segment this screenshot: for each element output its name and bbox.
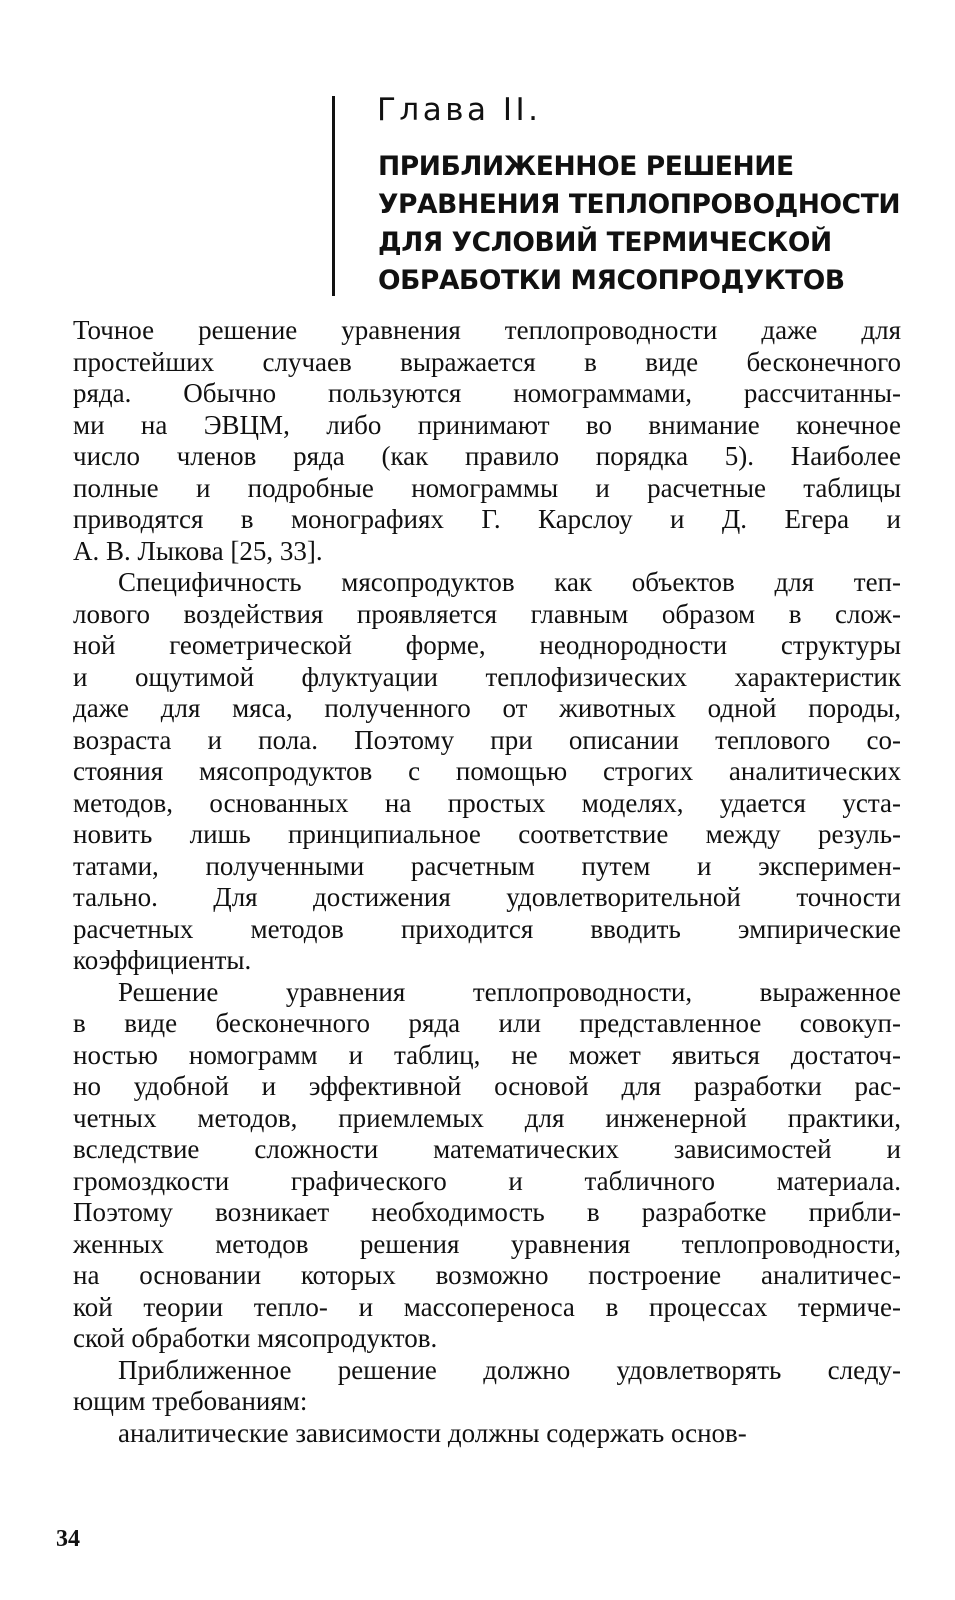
text-line: громоздкости графического и табличного материала. [73, 1165, 901, 1196]
text-line: женных методов решения уравнения теплопроводности, [73, 1228, 901, 1259]
text-line: вследствие сложности математических зависимостей и [73, 1134, 901, 1164]
text-line: простейших случаев выражается в виде бесконечного [73, 346, 901, 377]
chapter-vertical-rule [332, 96, 335, 296]
text-line: Специфичность мясопродуктов как объектов для теп- [118, 567, 901, 597]
text-line: ми на ЭВЦМ, либо принимают во внимание конечное [73, 409, 901, 440]
text-line: татами, полученными расчетным путем и эксперимен- [73, 850, 901, 881]
text-line: число членов ряда (как правило порядка 5). Наиболее [73, 441, 901, 471]
text-line: четных методов, приемлемых для инженерной практики, [73, 1102, 901, 1133]
body-text [73, 315, 901, 1449]
text-line: в виде бесконечного ряда или представленное совокуп- [73, 1008, 901, 1038]
text-line: новить лишь принципиальное соответствие между резуль- [73, 819, 901, 849]
paragraph [73, 315, 901, 567]
text-line: ряда. Обычно пользуются номограммами, рассчитанны- [73, 378, 901, 408]
text-line: Решение уравнения теплопроводности, выраженное [118, 976, 901, 1007]
paragraph [73, 567, 901, 977]
text-line: ющим требованиям: [73, 1386, 308, 1416]
chapter-title-line: ОБРАБОТКИ МЯСОПРОДУКТОВ [378, 265, 845, 296]
chapter-title-line: ПРИБЛИЖЕННОЕ РЕШЕНИЕ [378, 151, 794, 182]
text-line: Поэтому возникает необходимость в разработке прибли- [73, 1197, 901, 1227]
chapter-heading [332, 92, 932, 300]
text-line: стояния мясопродуктов с помощью строгих аналитических [73, 756, 901, 786]
text-line: тально. Для достижения удовлетворительной точности [73, 882, 901, 912]
text-line: коэффициенты. [73, 945, 252, 975]
text-line: лового воздействия проявляется главным образом в слож- [73, 598, 901, 629]
text-line: ностью номограмм и таблиц, не может явиться достаточ- [73, 1039, 901, 1070]
text-line: ской обработки мясопродуктов. [73, 1323, 438, 1353]
text-line: полные и подробные номограммы и расчетные таблицы [73, 472, 901, 503]
text-line: Приближенное решение должно удовлетворять следу- [118, 1354, 901, 1385]
text-line: возраста и пола. Поэтому при описании теплового со- [73, 724, 901, 755]
chapter-title [378, 148, 900, 300]
text-line: методов, основанных на простых моделях, удается уста- [73, 787, 901, 818]
text-line: аналитические зависимости должны содержать основ- [118, 1417, 747, 1448]
page-number: 34 [56, 1526, 80, 1552]
text-line: даже для мяса, полученного от животных одной породы, [73, 693, 901, 723]
text-line: на основании которых возможно построение аналитичес- [73, 1260, 901, 1290]
text-line: приводятся в монографиях Г. Карслоу и Д. Егера и [73, 504, 901, 534]
paragraph [73, 1355, 901, 1418]
paragraph [73, 977, 901, 1355]
text-line: и ощутимой флуктуации теплофизических характеристик [73, 661, 901, 692]
text-line: ной геометрической форме, неоднородности структуры [73, 630, 901, 660]
chapter-label: Глава II. [377, 92, 542, 128]
paragraph [73, 1418, 901, 1450]
text-line: расчетных методов приходится вводить эмпирические [73, 913, 901, 944]
text-line: Точное решение уравнения теплопроводности даже для [73, 315, 901, 345]
chapter-title-line: УРАВНЕНИЯ ТЕПЛОПРОВОДНОСТИ [378, 189, 901, 220]
chapter-title-line: ДЛЯ УСЛОВИЙ ТЕРМИЧЕСКОЙ [378, 227, 832, 258]
text-line: А. В. Лыкова [25, 33]. [73, 535, 323, 566]
text-line: кой теории тепло- и массопереноса в процессах термиче- [73, 1291, 901, 1322]
text-line: но удобной и эффективной основой для разработки рас- [73, 1071, 901, 1101]
